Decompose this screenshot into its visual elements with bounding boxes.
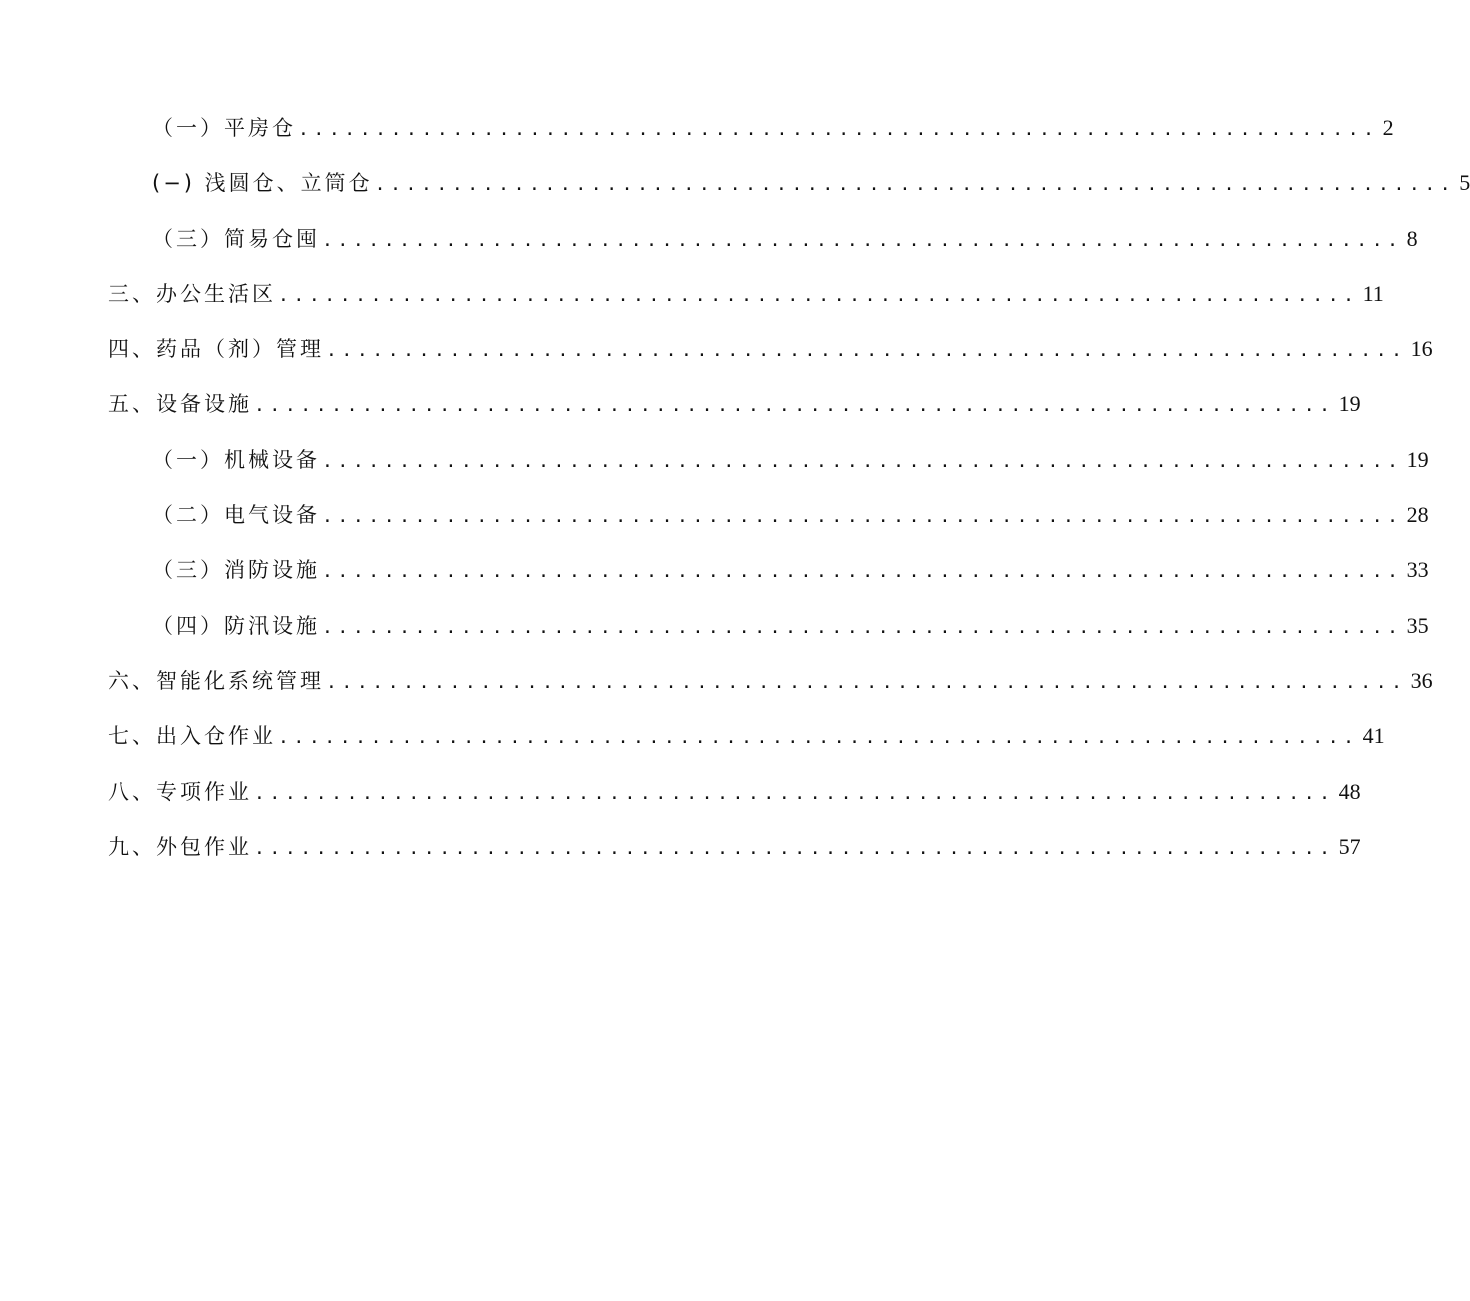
toc-entry-label: 八、专项作业: [108, 779, 252, 804]
toc-entry-label: 七、出入仓作业: [108, 724, 276, 749]
toc-entry[interactable]: [108, 829, 1361, 884]
toc-entry-page-number: 35: [1406, 612, 1429, 638]
toc-entry-page-number: 8: [1406, 225, 1418, 251]
toc-entry[interactable]: [108, 718, 1385, 773]
toc-entry[interactable]: [108, 497, 1429, 552]
toc-entry[interactable]: [108, 552, 1429, 607]
toc-entry-label: 五、设备设施: [108, 392, 252, 417]
toc-entry[interactable]: [108, 386, 1361, 441]
toc-entry-label: 四、药品（剂）管理: [108, 337, 324, 362]
toc-entry-page-number: 36: [1410, 667, 1433, 693]
toc-entry-label: 九、外包作业: [108, 834, 252, 859]
toc-entry-page-number: 19: [1406, 446, 1429, 472]
toc-dot-leader: ......................................................................: [322, 229, 1403, 251]
toc-dot-leader: ......................................................................: [254, 395, 1335, 417]
toc-dot-leader: ......................................................................: [322, 506, 1403, 528]
toc-dot-leader: ......................................................................: [322, 561, 1403, 583]
toc-entry-page-number: 11: [1362, 280, 1384, 306]
toc-dot-leader: ......................................................................: [254, 782, 1335, 804]
toc-entry[interactable]: [108, 442, 1429, 497]
toc-dot-leader: ......................................................................: [326, 671, 1407, 693]
toc-entry-label: 六、智能化系统管理: [108, 668, 324, 693]
toc-entry-page-number: 41: [1362, 723, 1385, 749]
toc-dot-leader: ......................................................................: [298, 119, 1379, 140]
toc-entry[interactable]: [108, 221, 1418, 276]
toc-entry[interactable]: [108, 331, 1433, 386]
toc-entry-label: （三）消防设施: [152, 558, 320, 583]
toc-entry-page-number: 5: [1459, 170, 1470, 196]
toc-entry-label: 三、办公生活区: [108, 281, 276, 306]
toc-entry-label: （一）机械设备: [152, 447, 320, 472]
toc-entry-page-number: 28: [1406, 502, 1429, 528]
toc-entry[interactable]: [108, 774, 1361, 829]
toc-dot-leader: ......................................................................: [278, 284, 1359, 306]
toc-dot-leader: ......................................................................: [326, 340, 1407, 362]
toc-entry-page-number: 57: [1338, 833, 1361, 859]
toc-dot-leader: ......................................................................: [322, 616, 1403, 638]
toc-entry-page-number: 33: [1406, 557, 1429, 583]
toc-entry-page-number: 19: [1338, 391, 1361, 417]
toc-entry-page-number: 48: [1338, 778, 1361, 804]
toc-entry-label: （三）简易仓囤: [152, 226, 320, 251]
toc-dot-leader: ......................................................................: [278, 727, 1359, 749]
toc-entry-label: (−) 浅圆仓、立筒仓: [152, 171, 373, 196]
toc-entry-label: （二）电气设备: [152, 503, 320, 528]
toc-entry[interactable]: [108, 165, 1470, 220]
toc-entry[interactable]: [108, 110, 1394, 165]
toc-dot-leader: ......................................................................: [254, 837, 1335, 859]
toc-entry-label: （四）防汛设施: [152, 613, 320, 638]
toc-entry-page-number: 2: [1382, 115, 1394, 140]
toc-entry[interactable]: [108, 276, 1384, 331]
toc-entry-label: （一）平房仓: [152, 116, 296, 140]
table-of-contents: [108, 110, 1470, 884]
toc-dot-leader: ......................................................................: [374, 174, 1456, 196]
toc-entry[interactable]: [108, 608, 1429, 663]
toc-entry-page-number: 16: [1410, 336, 1433, 362]
toc-entry[interactable]: [108, 663, 1433, 718]
toc-dot-leader: ......................................................................: [322, 450, 1403, 472]
